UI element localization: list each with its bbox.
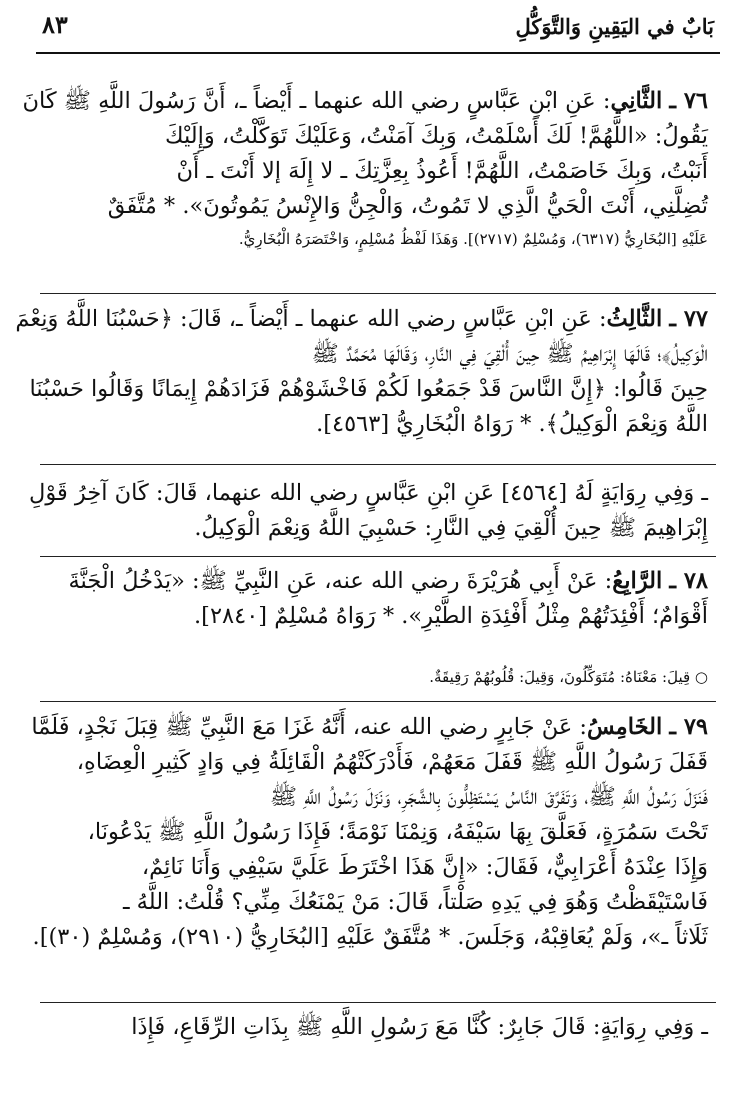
- hadith-78-note: [44, 662, 708, 692]
- variant-line: إِبْرَاهِيمَ ﷺ حِينَ أُلْقِيَ فِي النَّارِ: حَسْبِيَ اللَّهُ وَنِعْمَ الْوَكِيلُ.: [194, 515, 708, 541]
- hadith-line: فَاسْتَيْقَظْتُ وَهُوَ فِي يَدِهِ صَلْتاً، قَالَ: مَنْ يَمْنَعُكَ مِنِّي؟ قُلْتُ: اللَّهُ ـ: [122, 889, 708, 915]
- hadith-line: وَإِذَا عِنْدَهُ أَعْرَابِيٌّ، فَقَالَ: «إِنَّ هَذَا اخْتَرَطَ عَلَيَّ سَيْفِي وَأَنَا نَائِمٌ،: [141, 854, 708, 880]
- page-number: ٨٣: [42, 10, 68, 39]
- hadith-77-variant: [29, 476, 708, 546]
- hadith-line: ثَلَاثاً ـ»، وَلَمْ يُعَاقِبْهُ، وَجَلَسَ. * مُتَّفَقٌ عَلَيْهِ [البُخَارِيُّ (٢٩١٠)، وَمُسْلِمٌ (٣٠)].: [32, 924, 708, 950]
- section-divider: [40, 464, 716, 465]
- hadith-78: [44, 564, 708, 634]
- hadith-line: أَقْوَامٌ؛ أَفْئِدَتُهُمْ مِثْلُ أَفْئِدَةِ الطَّيْرِ». * رَوَاهُ مُسْلِمٌ [٢٨٤٠].: [194, 603, 708, 629]
- hadith-line: قَفَلَ رَسُولُ اللَّهِ ﷺ قَفَلَ مَعَهُمْ، فَأَدْرَكَتْهُمُ الْقَائِلَةُ فِي وَادٍ كَثِيرِ الْعِضَاهِ،: [76, 749, 708, 775]
- hadith-77: [15, 302, 708, 442]
- hadith-text: : عَنِ ابْنِ عَبَّاسٍ رضي الله عنهما ـ أَيْضاً ـ، أَنَّ رَسُولَ اللَّهِ ﷺ كَانَ: [22, 88, 611, 114]
- hadith-number: ٧٧ ـ: [669, 306, 708, 332]
- hadith-line: [31, 710, 708, 745]
- hadith-number: ٧٨ ـ: [669, 568, 708, 594]
- hadith-line: الْوَكِيلُ﴾؛ قَالَهَا إِبْرَاهِيمُ ﷺ حِينَ أُلْقِيَ فِي النَّارِ، وَقَالَهَا مُحَمَّدٌ ﷺ: [311, 341, 708, 367]
- hadith-line: يَقُولُ: «اللَّهُمَّ! لَكَ أَسْلَمْتُ، وَبِكَ آمَنْتُ، وَعَلَيْكَ تَوَكَّلْتُ، وَإِلَيْكَ: [164, 123, 708, 149]
- hadith-number: ٧٩ ـ: [669, 714, 708, 740]
- hadith-line: فَنَزَلَ رَسُولُ اللَّهِ ﷺ، وَتَفَرَّقَ النَّاسُ يَسْتَظِلُّونَ بِالشَّجَرِ، وَنَزَلَ رَسُولُ اللَّهِ ﷺ: [269, 784, 708, 810]
- hadith-label: الثَّالِثُ: [606, 306, 663, 332]
- hadith-line: حِينَ قَالُوا: ﴿إِنَّ النَّاسَ قَدْ جَمَعُوا لَكُمْ فَاخْشَوْهُمْ فَزَادَهُمْ إِيمَانًا وَقَالُوا حَسْبُنَا: [29, 376, 708, 402]
- hadith-label: الخَامِسُ: [587, 714, 663, 740]
- hadith-source: عَلَيْهِ [البُخَارِيُّ (٦٣١٧)، وَمُسْلِمٌ (٢٧١٧)]. وَهَذَا لَفْظُ مُسْلِمٍ، وَاخْتَصَرَهُ الْبُخَارِيُّ.: [238, 230, 708, 248]
- hadith-line: تُضِلَّنِي، أَنْتَ الْحَيُّ الَّذِي لا تَمُوتُ، وَالْجِنُّ وَالإِنْسُ يَمُوتُونَ». * مُتَّفَقٌ: [107, 193, 708, 219]
- hadith-line: اللَّهُ وَنِعْمَ الْوَكِيلُ﴾. * رَوَاهُ الْبُخَارِيُّ [٤٥٦٣].: [316, 411, 708, 437]
- variant-line: ـ وَفِي رِوَايَةٍ: قَالَ جَابِرٌ: كُنَّا مَعَ رَسُولِ اللَّهِ ﷺ بِذَاتِ الرِّقَاعِ، فَإِذَا: [131, 1014, 708, 1040]
- hadith-number: ٧٦ ـ: [669, 88, 708, 114]
- section-divider: [40, 701, 716, 702]
- hadith-line: أَنَبْتُ، وَبِكَ خَاصَمْتُ، اللَّهُمَّ! أَعُوذُ بِعِزَّتِكَ ـ لا إِلَهَ إلا أَنْتَ ـ أَنْ: [176, 158, 708, 184]
- variant-line: ـ وَفِي رِوَايَةٍ لَهُ [٤٥٦٤] عَنِ ابْنِ عَبَّاسٍ رضي الله عنهما، قَالَ: كَانَ آخِرُ قَوْلِ: [29, 480, 708, 506]
- hadith-label: الرَّابِعُ: [612, 568, 663, 594]
- explanatory-note: ○ قِيلَ: مَعْنَاهُ: مُتَوَكِّلُونَ، وَقِيلَ: قُلُوبُهُمْ رَقِيقَةٌ.: [429, 668, 708, 686]
- section-divider: [40, 1002, 716, 1003]
- hadith-line: [44, 564, 708, 599]
- hadith-text: : عَنِ ابْنِ عَبَّاسٍ رضي الله عنهما ـ أَيْضاً ـ، قَالَ: ﴿حَسْبُنَا اللَّهُ وَنِعْمَ: [15, 306, 607, 332]
- section-divider: [40, 293, 716, 294]
- hadith-79-variant: [44, 1010, 708, 1045]
- hadith-text: : عَنْ جَابِرٍ رضي الله عنه، أَنَّهُ غَزَا مَعَ النَّبِيِّ ﷺ قِبَلَ نَجْدٍ، فَلَمَّا: [31, 714, 587, 740]
- hadith-79: [31, 710, 708, 955]
- page-header: [36, 10, 720, 46]
- hadith-line: تَحْتَ سَمُرَةٍ، فَعَلَّقَ بِهَا سَيْفَهُ، وَنِمْنَا نَوْمَةً؛ فَإِذَا رَسُولُ اللَّهِ ﷺ يَدْعُونَا،: [87, 819, 708, 845]
- chapter-title: بَابٌ في اليَقِينِ وَالتَّوَكُّلِ: [515, 14, 714, 39]
- hadith-line: [15, 302, 708, 337]
- hadith-label: الثَّانِي: [610, 88, 663, 114]
- hadith-text: : عَنْ أَبِي هُرَيْرَةَ رضي الله عنه، عَنِ النَّبِيِّ ﷺ: «يَدْخُلُ الْجَنَّةَ: [68, 568, 613, 594]
- hadith-76: [22, 84, 708, 254]
- header-divider: [36, 52, 720, 54]
- hadith-line: [22, 84, 708, 119]
- section-divider: [40, 556, 716, 557]
